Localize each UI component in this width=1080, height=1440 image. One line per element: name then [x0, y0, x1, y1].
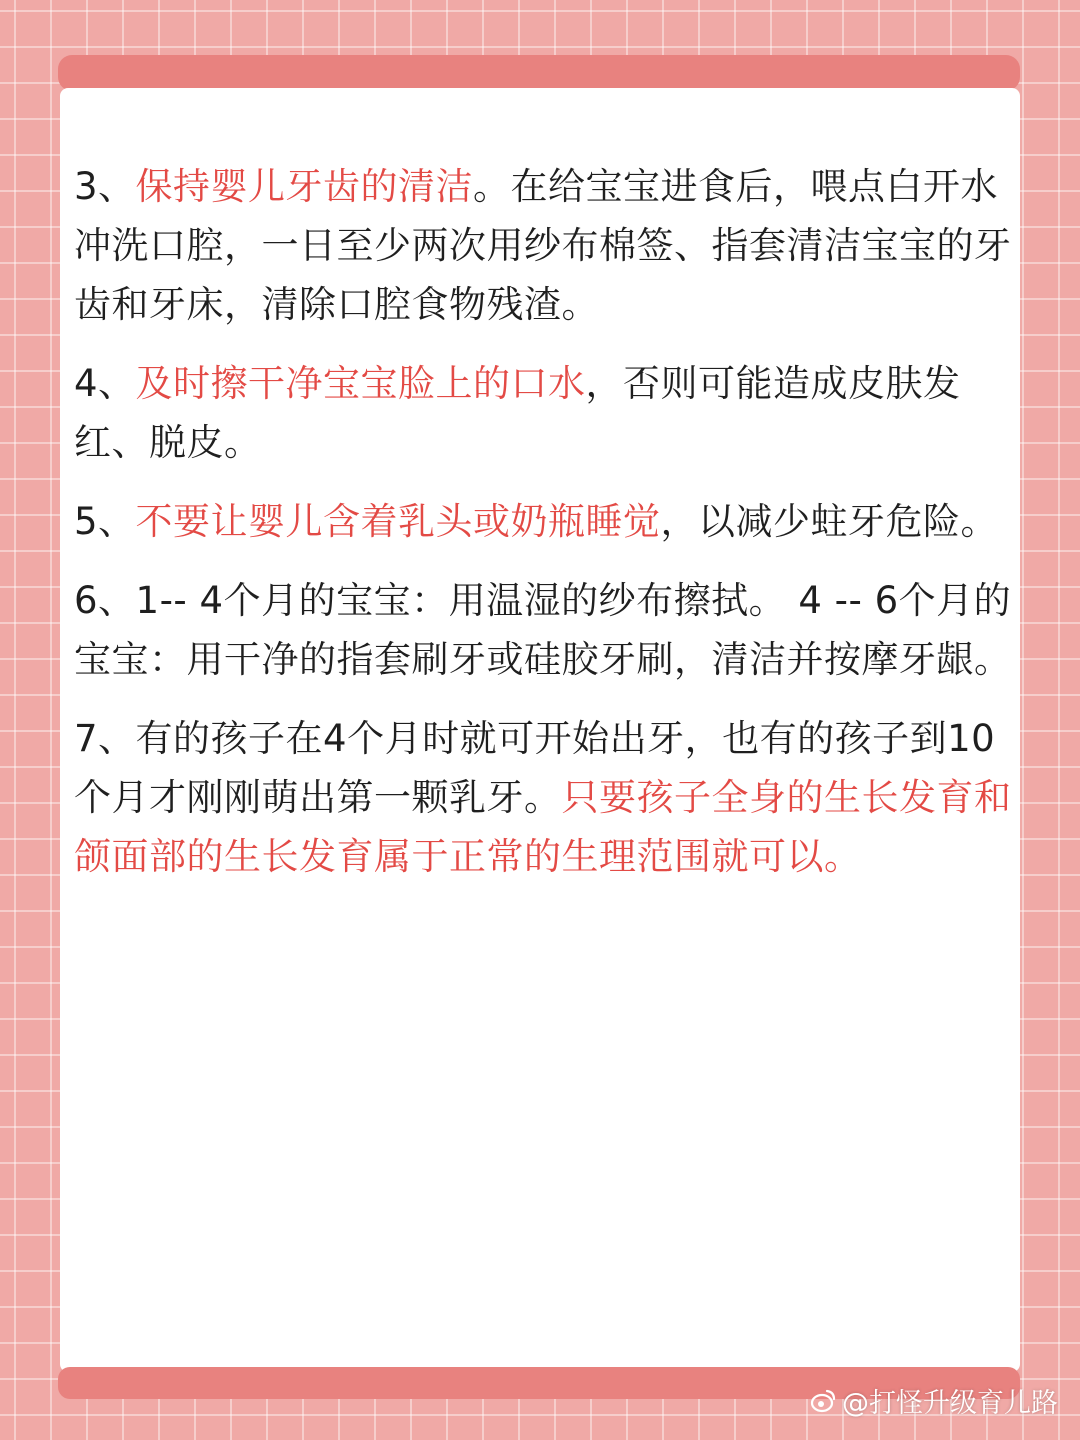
article-body — [74, 157, 1018, 906]
paragraph-4-highlight: 及时擦干净宝宝脸上的口水 — [135, 362, 586, 405]
paragraph-3 — [74, 157, 1018, 334]
paragraph-7 — [74, 709, 1018, 886]
paragraph-4-number: 4、 — [74, 362, 136, 405]
paragraph-4 — [74, 354, 1018, 472]
paragraph-3-text: 。在给宝宝进食后，喂点白开水冲洗口腔，一日至少两次用纱布棉签、指套清洁宝宝的牙齿和牙床，清除口腔食物残渣。 — [74, 165, 1012, 326]
paragraph-6 — [74, 571, 1018, 689]
weibo-logo-icon — [810, 1388, 836, 1414]
paragraph-5-highlight: 不要让婴儿含着乳头或奶瓶睡觉 — [135, 500, 661, 543]
paragraph-3-number: 3、 — [74, 165, 136, 208]
paragraph-7-highlight: 只要孩子全身的生长发育和颌面部的生长发育属于正常的生理范围就可以。 — [74, 776, 1012, 878]
paragraph-6-text: 6、1-- 4个月的宝宝：用温湿的纱布擦拭。 4 -- 6个月的宝宝：用干净的指套刷牙或硅胶牙刷，清洁并按摩牙龈。 — [74, 579, 1012, 681]
paragraph-5-text: ，以减少蛀牙危险。 — [660, 500, 999, 543]
paragraph-4-text: ，否则可能造成皮肤发红、脱皮。 — [74, 362, 961, 464]
watermark-text: @打怪升级育儿路 — [842, 1388, 1058, 1419]
paragraph-5 — [74, 492, 1018, 551]
watermark — [810, 1381, 1058, 1420]
top-decorative-bar — [58, 55, 1020, 91]
paragraph-7-text: 7、有的孩子在4个月时就可开始出牙，也有的孩子到10个月才刚刚萌出第一颗乳牙。 — [74, 717, 996, 819]
paragraph-5-number: 5、 — [74, 500, 136, 543]
paragraph-3-highlight: 保持婴儿牙齿的清洁 — [135, 165, 474, 208]
